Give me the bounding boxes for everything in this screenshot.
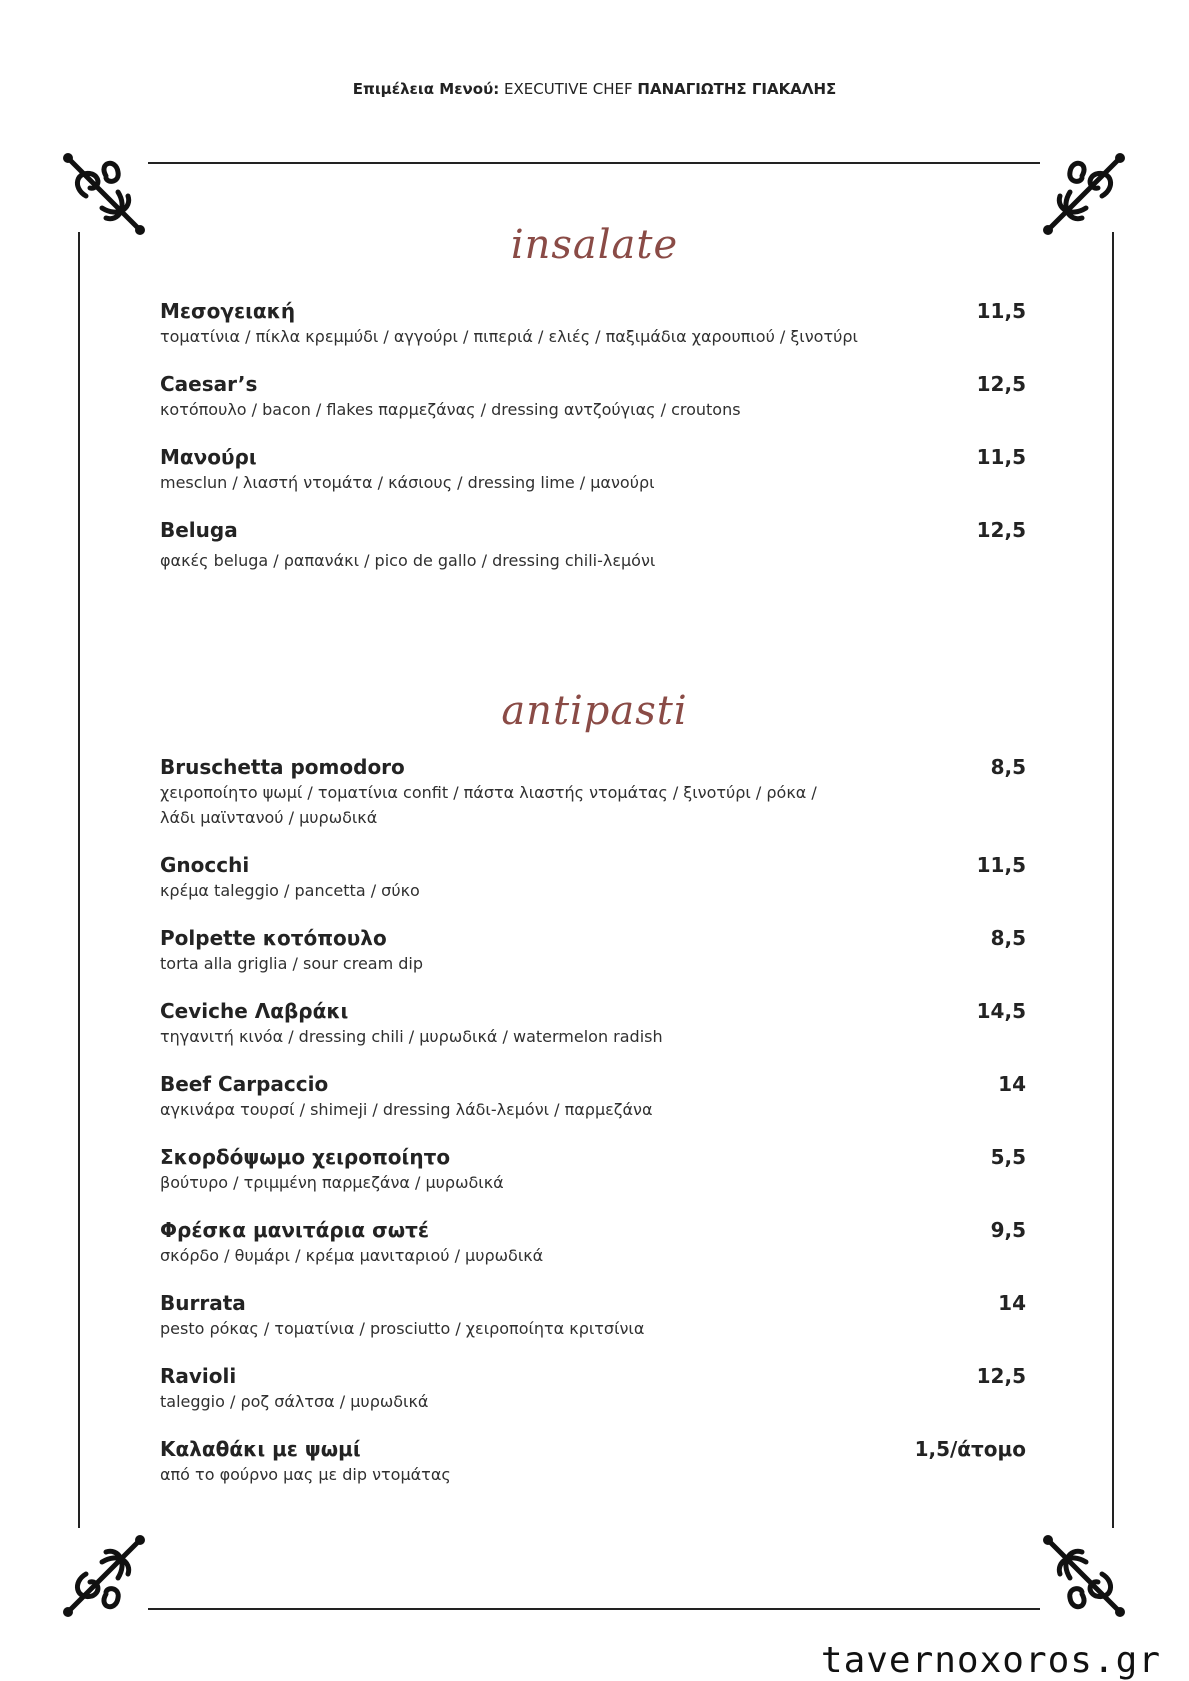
menu-credit [0,80,1189,98]
menu-item [160,1363,1026,1414]
menu-item [160,298,1026,349]
menu-item [160,1144,1026,1195]
item-description: κοτόπουλο / bacon / flakes παρμεζάνας / dressing αντζούγιας / croutons [160,400,741,419]
menu-item [160,925,1026,976]
section-title-insalate: insalate [510,222,679,268]
frame-left-border [78,232,80,1528]
menu-item [160,852,1026,903]
item-name: Σκορδόψωμο χειροποίητο [160,1145,451,1169]
credit-name: ΠΑΝΑΓΙΩΤΗΣ ΓΙΑΚΑΛΗΣ [637,80,837,98]
item-price: 8,5 [990,755,1026,779]
item-price: 1,5/άτομο [914,1437,1026,1461]
item-description: φακές beluga / ραπανάκι / pico de gallo / dressing chili-λεμόνι [160,551,656,570]
item-description: torta alla griglia / sour cream dip [160,954,424,973]
item-description: mesclun / λιαστή ντομάτα / κάσιους / dressing lime / μανούρι [160,473,655,492]
frame-bottom-border [148,1608,1040,1610]
item-description: σκόρδο / θυμάρι / κρέμα μανιταριού / μυρωδικά [160,1246,544,1265]
item-description: κρέμα taleggio / pancetta / σύκο [160,881,420,900]
menu-item [160,754,1026,830]
item-description: αγκινάρα τουρσί / shimeji / dressing λάδι-λεμόνι / παρμεζάνα [160,1100,653,1119]
menu-item [160,1071,1026,1122]
item-description: χειροποίητο ψωμί / τοματίνια confit / πάστα λιαστής ντομάτας / ξινοτύρι / ρόκα / λάδι μαϊντανού / μυρωδικά [160,783,817,827]
menu-item [160,998,1026,1049]
menu-item [160,1290,1026,1341]
frame-top-border [148,162,1040,164]
item-price: 11,5 [976,299,1026,323]
menu-item [160,444,1026,495]
item-price: 14 [998,1072,1026,1096]
item-name: Ravioli [160,1364,237,1388]
item-name: Καλαθάκι με ψωμί [160,1437,361,1461]
item-description: τηγανιτή κινόα / dressing chili / μυρωδικά / watermelon radish [160,1027,663,1046]
item-description: από το φούρνο μας με dip ντομάτας [160,1465,451,1484]
item-price: 9,5 [990,1218,1026,1242]
item-name: Μεσογειακή [160,299,296,323]
item-price: 14,5 [976,999,1026,1023]
item-description: τοματίνια / πίκλα κρεμμύδι / αγγούρι / πιπεριά / ελιές / παξιμάδια χαρουπιού / ξινοτύρι [160,327,858,346]
menu-item [160,517,1026,573]
item-description: taleggio / ροζ σάλτσα / μυρωδικά [160,1392,429,1411]
item-price: 12,5 [976,518,1026,542]
item-name: Φρέσκα μανιτάρια σωτέ [160,1218,429,1242]
item-price: 11,5 [976,445,1026,469]
menu-item [160,1436,1026,1487]
frame-right-border [1112,232,1114,1528]
menu-item [160,371,1026,422]
section-title-antipasti: antipasti [501,688,688,734]
item-name: Μανούρι [160,445,257,469]
item-name: Polpette κοτόπουλο [160,926,387,950]
credit-label: Επιμέλεια Μενού: [352,80,500,98]
item-name: Burrata [160,1291,246,1315]
item-name: Gnocchi [160,853,250,877]
credit-role: EXECUTIVE CHEF [503,80,633,98]
corner-ornament-bottom-right-icon [1038,1530,1130,1622]
item-description: pesto ρόκας / τοματίνια / prosciutto / χειροποίητα κριτσίνια [160,1319,645,1338]
menu-item [160,1217,1026,1268]
item-price: 8,5 [990,926,1026,950]
item-name: Beluga [160,518,238,542]
item-price: 14 [998,1291,1026,1315]
item-name: Bruschetta pomodoro [160,755,405,779]
item-price: 12,5 [976,372,1026,396]
site-watermark: tavernoxoros.gr [820,1640,1161,1681]
item-name: Beef Carpaccio [160,1072,329,1096]
item-name: Ceviche Λαβράκι [160,999,349,1023]
item-price: 5,5 [990,1145,1026,1169]
item-price: 11,5 [976,853,1026,877]
item-price: 12,5 [976,1364,1026,1388]
corner-ornament-bottom-left-icon [58,1530,150,1622]
item-description: βούτυρο / τριμμένη παρμεζάνα / μυρωδικά [160,1173,504,1192]
item-name: Caesar’s [160,372,258,396]
